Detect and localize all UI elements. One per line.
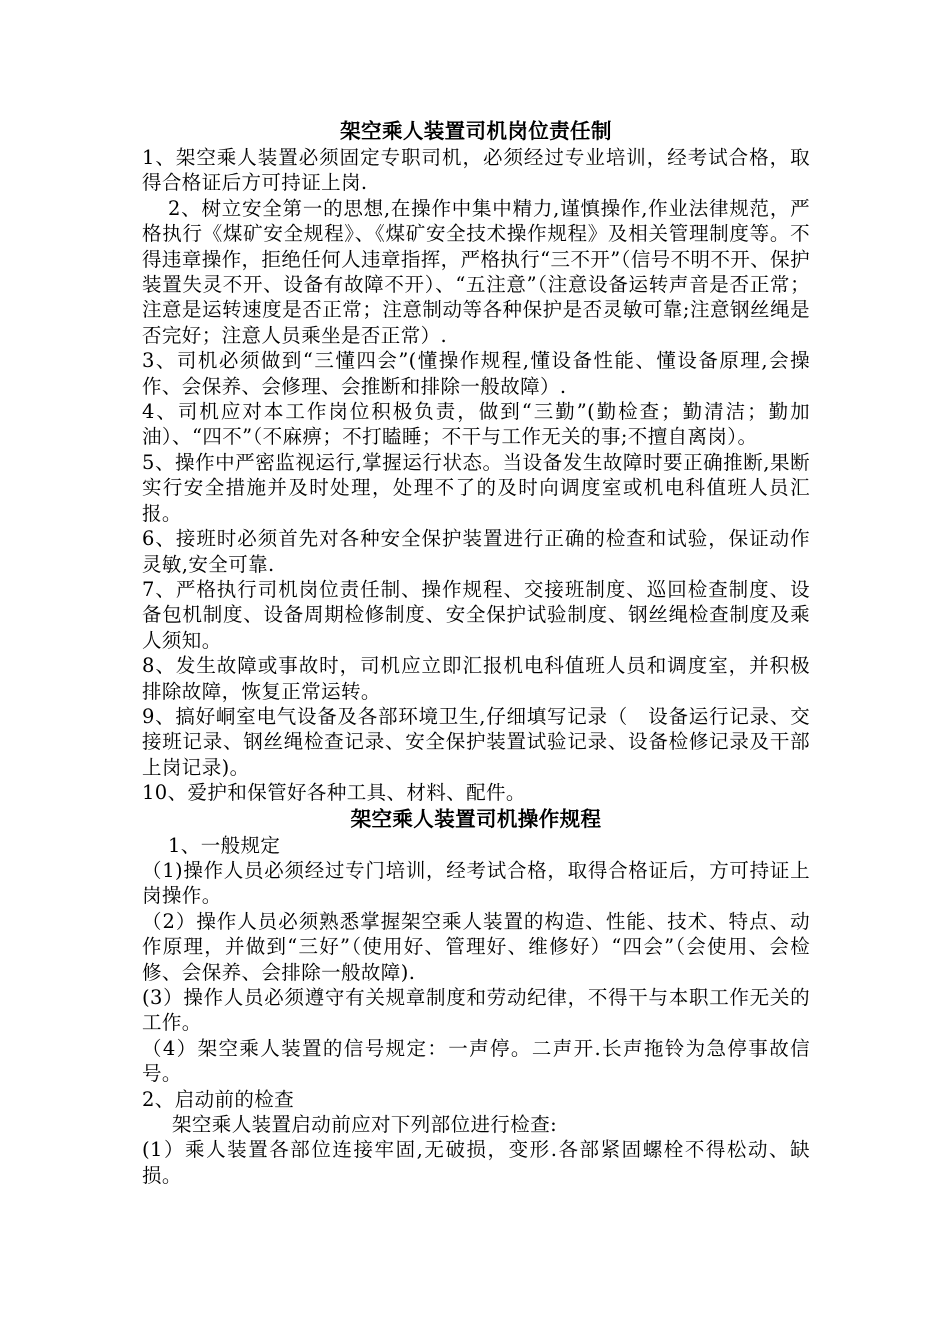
responsibility-item-1: 1、架空乘人装置必须固定专职司机，必须经过专业培训，经考试合格，取得合格证后方可持证上岗. xyxy=(142,146,810,195)
responsibility-item-8: 8、发生故障或事故时，司机应立即汇报机电科值班人员和调度室，并积极排除故障，恢复正常运转。 xyxy=(142,654,810,703)
responsibility-item-7: 7、严格执行司机岗位责任制、操作规程、交接班制度、巡回检查制度、设备包机制度、设备周期检修制度、安全保护试验制度、钢丝绳检查制度及乘人须知。 xyxy=(142,577,810,652)
responsibility-item-10: 10、爱护和保管好各种工具、材料、配件。 xyxy=(142,781,526,805)
section-title-operating-rules: 架空乘人装置司机操作规程 xyxy=(350,806,602,831)
pre-start-check-heading: 2、启动前的检查 xyxy=(142,1087,295,1111)
responsibility-item-6: 6、接班时必须首先对各种安全保护装置进行正确的检查和试验，保证动作灵敏,安全可靠. xyxy=(142,527,810,576)
general-rule-2: （2）操作人员必须熟悉掌握架空乘人装置的构造、性能、技术、特点、动作原理，并做到“三好”（使用好、管理好、维修好）“四会”（会使用、会检修、会保养、会排除一般故障). xyxy=(142,909,810,984)
responsibility-item-2: 2、树立安全第一的思想,在操作中集中精力,谨慎操作,作业法律规范，严格执行《煤矿安全规程》、《煤矿安全技术操作规程》及相关管理制度等。不得违章操作，拒绝任何人违章指挥，严格执行“三不开”（信号不明不开、保护装置失灵不开、设备有故障不开）、“五注意”（注意设备运转声音是否正常；注意是运转速度是否正常；注意制动等各种保护是否灵敏可靠;注意钢丝绳是否完好；注意人员乘坐是否正常）. xyxy=(142,196,810,347)
responsibility-item-5: 5、操作中严密监视运行,掌握运行状态。当设备发生故障时要正确推断,果断实行安全措施并及时处理，处理不了的及时向调度室或机电科值班人员汇报。 xyxy=(142,450,810,525)
responsibility-item-3: 3、司机必须做到“三懂四会”(懂操作规程,懂设备性能、懂设备原理,会操作、会保养、会修理、会推断和排除一般故障）. xyxy=(142,349,810,398)
general-rule-1: （1)操作人员必须经过专门培训，经考试合格，取得合格证后，方可持证上岗操作。 xyxy=(142,858,810,908)
responsibility-item-9: 9、搞好峒室电气设备及各部环境卫生,仔细填写记录（ 设备运行记录、交接班记录、钢丝绳检查记录、安全保护装置试验记录、设备检修记录及干部上岗记录)。 xyxy=(142,704,810,779)
general-rules-heading: 1、一般规定 xyxy=(168,833,281,857)
general-rule-4: （4）架空乘人装置的信号规定：一声停。二声开.长声拖铃为急停事故信号。 xyxy=(142,1036,810,1086)
section-title-responsibility: 架空乘人装置司机岗位责任制 xyxy=(340,119,612,143)
responsibility-item-4: 4、司机应对本工作岗位积极负责，做到“三勤”(勤检查；勤清洁；勤加油）、“四不”（不麻痹；不打瞌睡；不干与工作无关的事;不擅自离岗）。 xyxy=(142,400,810,449)
document-body xyxy=(142,118,810,1188)
general-rule-3: (3）操作人员必须遵守有关规章制度和劳动纪律，不得干与本职工作无关的工作。 xyxy=(142,986,810,1035)
pre-start-check-intro: 架空乘人装置启动前应对下列部位进行检查: xyxy=(172,1113,558,1137)
pre-start-check-item-1: (1）乘人装置各部位连接牢固,无破损，变形.各部紧固螺栓不得松动、缺损。 xyxy=(142,1138,810,1187)
